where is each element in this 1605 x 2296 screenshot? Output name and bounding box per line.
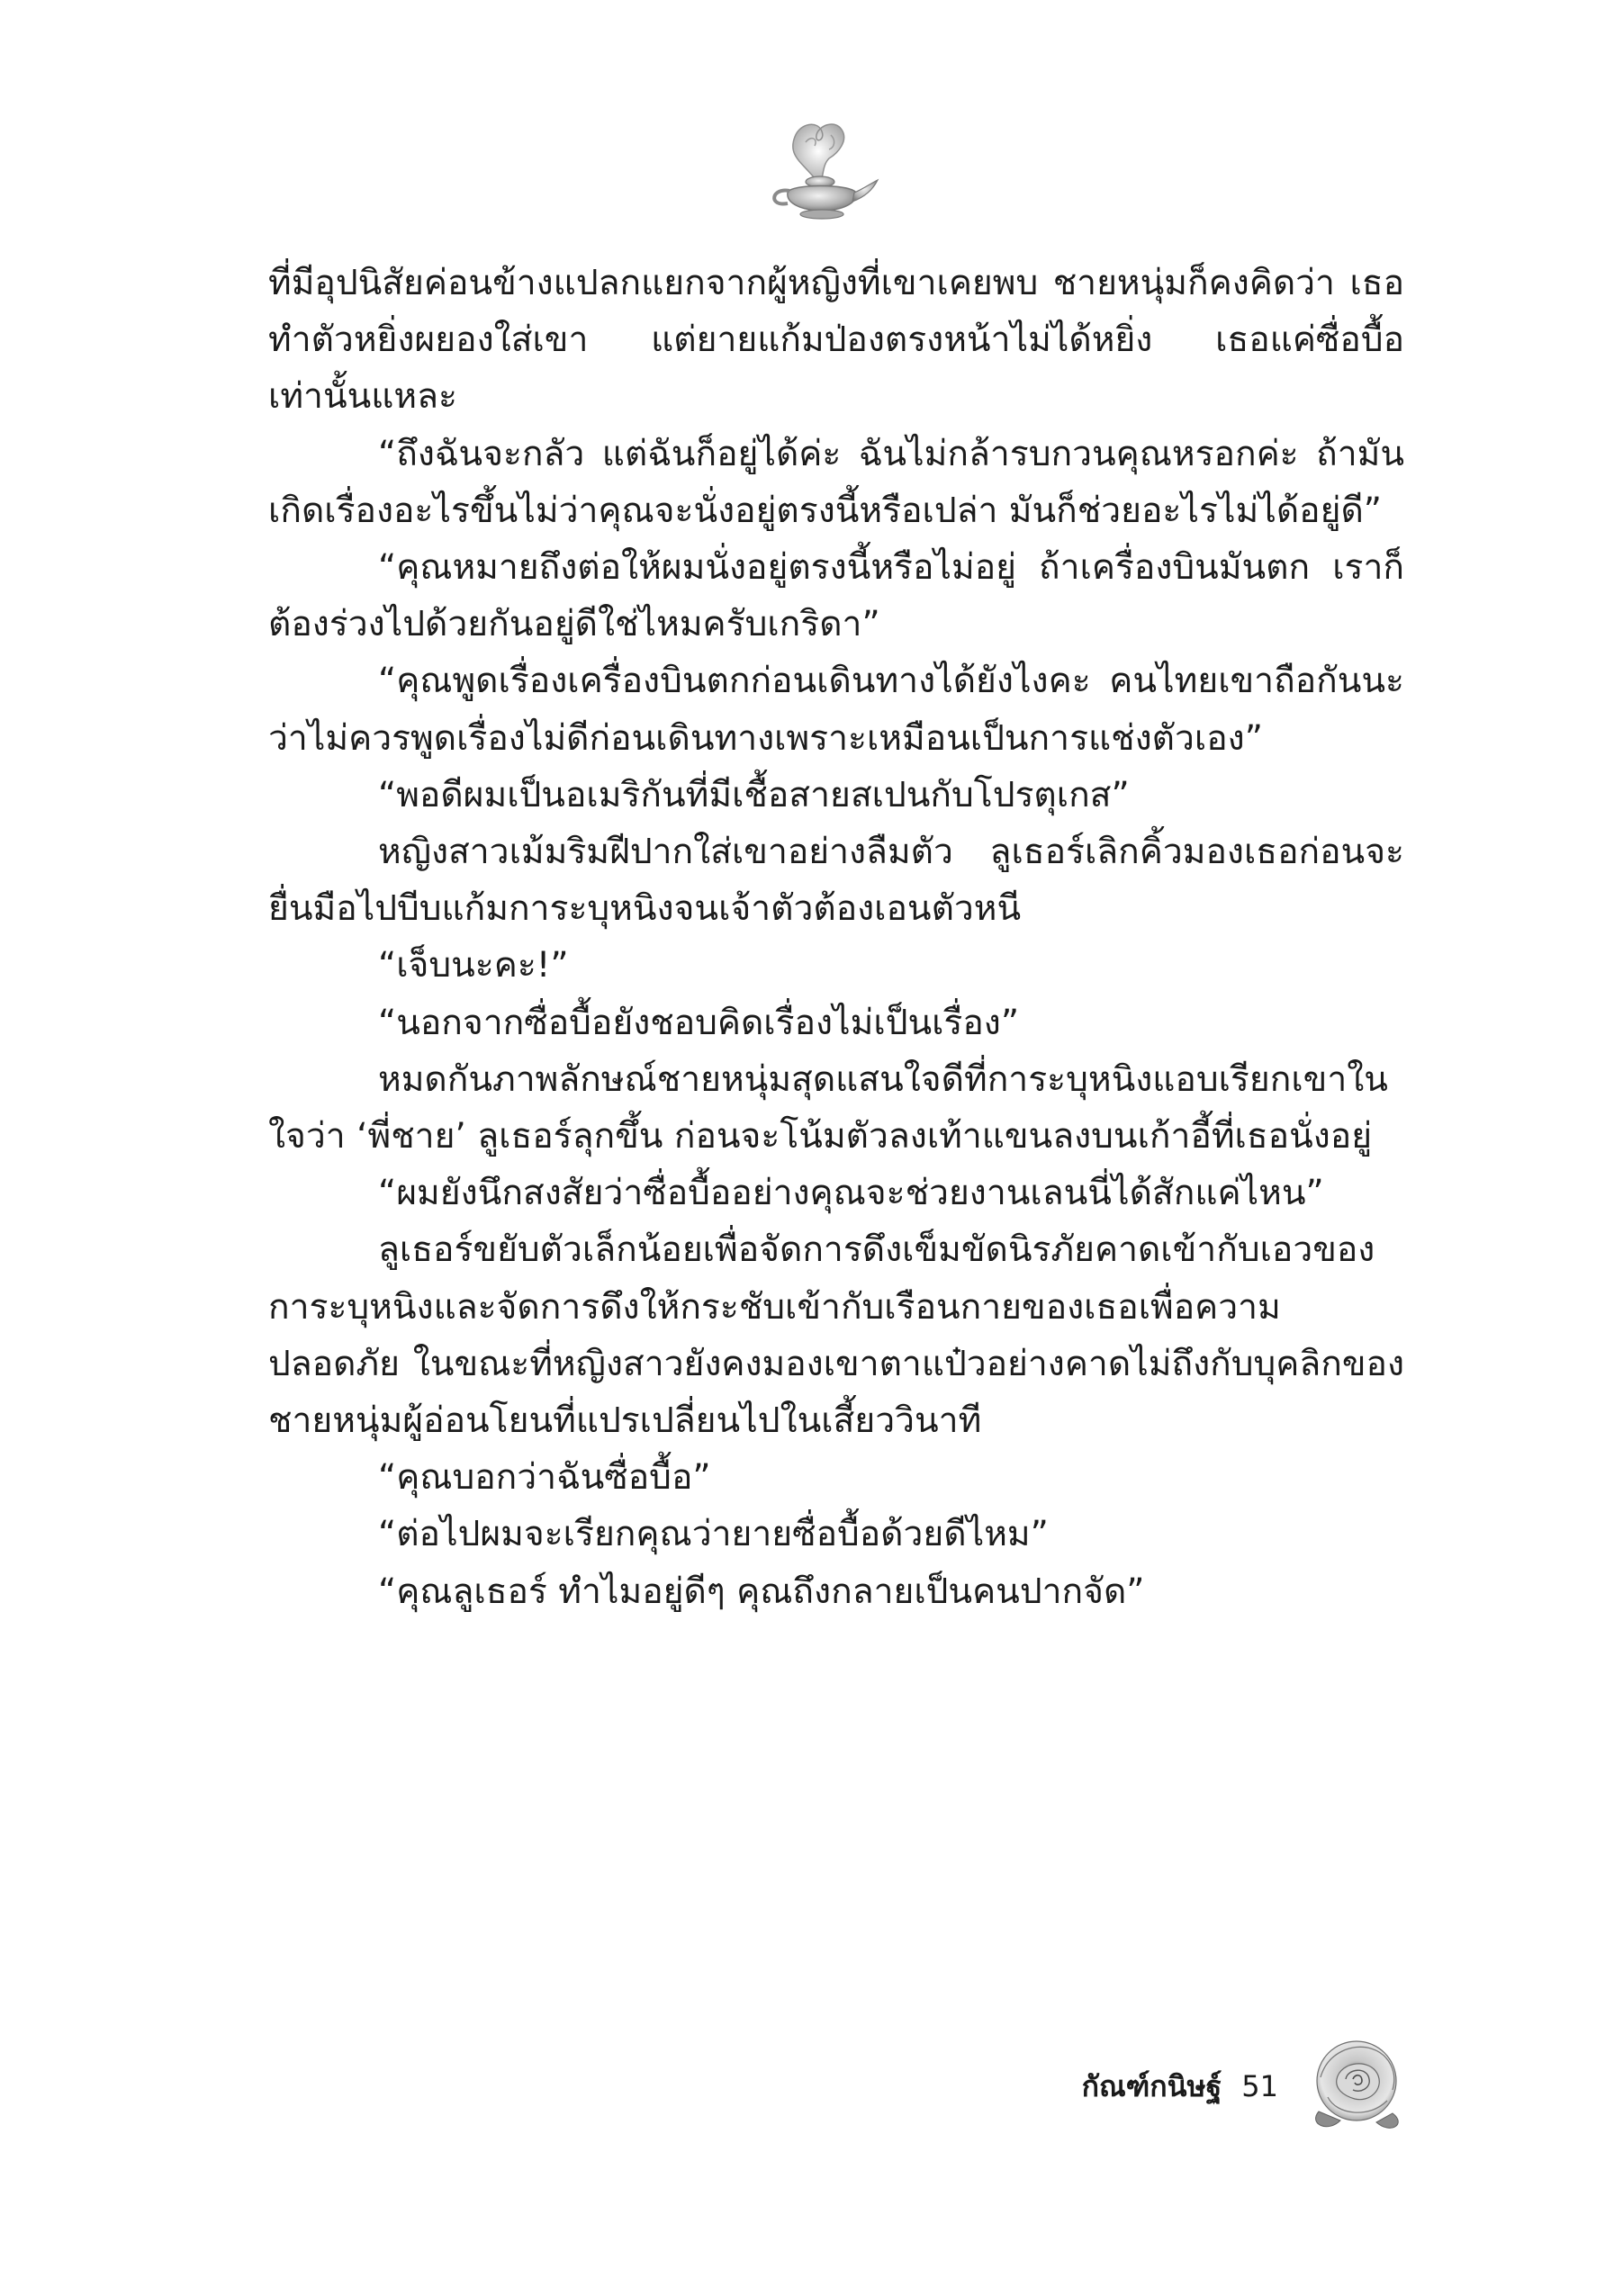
page-number: 51	[1241, 2069, 1278, 2103]
paragraph: “พอดีผมเป็นอเมริกันที่มีเชื้อสายสเปนกับโปรตุเกส”	[378, 774, 1130, 815]
paragraph: “เจ็บนะคะ!”	[378, 945, 569, 986]
paragraph: ที่มีอุปนิสัยค่อนข้างแปลกแยกจากผู้หญิงที่เขาเคยพบ ชายหนุ่มก็คงคิดว่า เธอทำตัวหยิ่งผยองใส่เขา แต่ยายแก้มป่องตรงหน้าไม่ได้หยิ่ง เธอแค่ซื่อบื้อ เท่านั้นแหละ	[268, 263, 1404, 418]
paragraph: “นอกจากซื่อบื้อยังชอบคิดเรื่องไม่เป็นเรื่อง”	[378, 1002, 1020, 1043]
paragraph: “ต่อไปผมจะเรียกคุณว่ายายซื่อบื้อด้วยดีไหม”	[378, 1514, 1049, 1555]
body-text	[268, 255, 1404, 1620]
paragraph: “ถึงฉันจะกลัว แต่ฉันก็อยู่ได้ค่ะ ฉันไม่กล้ารบกวนคุณหรอกค่ะ ถ้ามันเกิดเรื่องอะไรขึ้นไม่ว่าคุณจะนั่งอยู่ตรงนี้หรือเปล่า มันก็ช่วยอะไรไม่ได้อยู่ดี”	[268, 433, 1404, 531]
page-footer	[1008, 2059, 1278, 2113]
paragraph: หญิงสาวเม้มริมฝีปากใส่เขาอย่างลืมตัว ลูเธอร์เลิกคิ้วมองเธอก่อนจะยื่นมือไปบีบแก้มการะบุหนิงจนเจ้าตัวต้องเอนตัวหนี	[268, 832, 1404, 930]
paragraph: “คุณบอกว่าฉันซื่อบื้อ”	[378, 1457, 711, 1499]
genie-lamp-icon	[752, 99, 887, 234]
footer-author: กัณฑ์กนิษฐ์	[1081, 2068, 1222, 2103]
rose-icon	[1301, 2025, 1413, 2138]
paragraph: หมดกันภาพลักษณ์ชายหนุ่มสุดแสนใจดีที่การะบุหนิงแอบเรียกเขาในใจว่า ‘พี่ชาย’ ลูเธอร์ลุกขึ้น ก่อนจะโน้มตัวลงเท้าแขนลงบนเก้าอี้ที่เธอนั่งอยู่	[268, 1058, 1388, 1157]
paragraph: “ผมยังนึกสงสัยว่าซื่อบื้ออย่างคุณจะช่วยงานเลนนี่ได้สักแค่ไหน”	[378, 1173, 1324, 1214]
paragraph: ลูเธอร์ขยับตัวเล็กน้อยเพื่อจัดการดึงเข็มขัดนิรภัยคาดเข้ากับเอวของการะบุหนิงและจัดการดึงให้กระชับเข้ากับเรือนกายของเธอเพื่อความปลอดภัย ในขณะที่หญิงสาวยังคงมองเขาตาแป๋วอย่างคาดไม่ถึงกับบุคลิกของชายหนุ่มผู้อ่อนโยนที่แปรเปลี่ยนไปในเสี้ยววินาที	[268, 1229, 1404, 1442]
paragraph: “คุณพูดเรื่องเครื่องบินตกก่อนเดินทางได้ยังไงคะ คนไทยเขาถือกันนะว่าไม่ควรพูดเรื่องไม่ดีก่อนเดินทางเพราะเหมือนเป็นการแช่งตัวเอง”	[268, 661, 1404, 759]
paragraph: “คุณหมายถึงต่อให้ผมนั่งอยู่ตรงนี้หรือไม่อยู่ ถ้าเครื่องบินมันตก เราก็ต้องร่วงไปด้วยกันอยู่ดีใช่ไหมครับเกริดา”	[268, 547, 1404, 645]
paragraph: “คุณลูเธอร์ ทำไมอยู่ดีๆ คุณถึงกลายเป็นคนปากจัด”	[378, 1571, 1145, 1612]
